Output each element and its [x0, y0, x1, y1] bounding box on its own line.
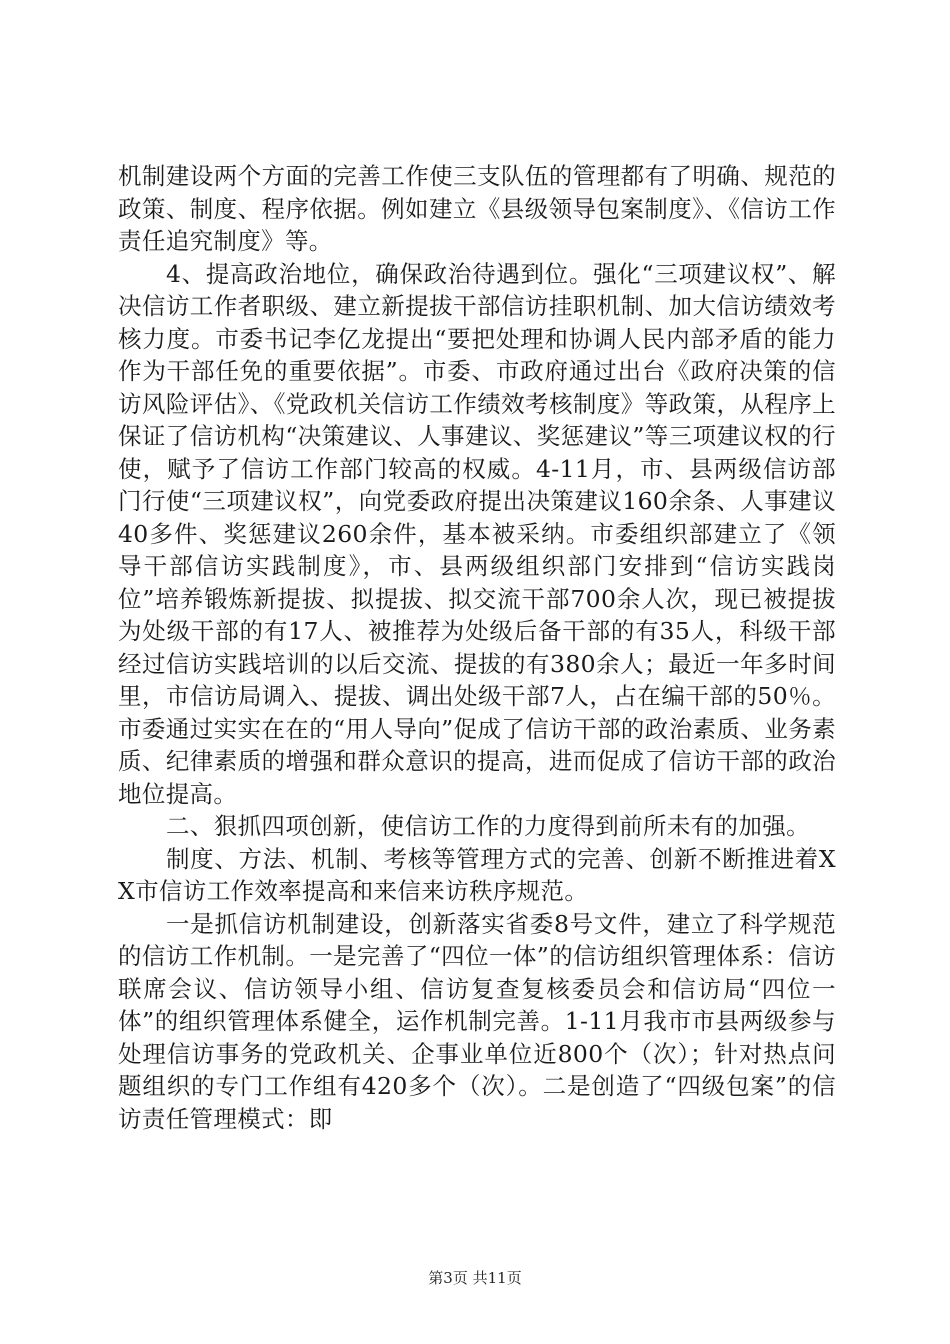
- paragraph-political-status: 4、提高政治地位，确保政治待遇到位。强化“三项建议权”、解决信访工作者职级、建立新提拔干部信访挂职机制、加大信访绩效考核力度。市委书记李亿龙提出“要把处理和协调人民内部矛盾的能力作为干部任免的重要依据”。市委、市政府通过出台《政府决策的信访风险评估》、《党政机关信访工作绩效考核制度》等政策，从程序上保证了信访机构“决策建议、人事建议、奖惩建议”等三项建议权的行使，赋予了信访工作部门较高的权威。4-11月，市、县两级信访部门行使“三项建议权”，向党委政府提出决策建议160余条、人事建议40多件、奖惩建议260余件，基本被采纳。市委组织部建立了《领导干部信访实践制度》，市、县两级组织部门安排到“信访实践岗位”培养锻炼新提拔、拟提拔、拟交流干部700余人次，现已被提拔为处级干部的有17人、被推荐为处级后备干部的有35人，科级干部经过信访实践培训的以后交流、提拔的有380余人；最近一年多时间里，市信访局调入、提拔、调出处级干部7人，占在编干部的50％。市委通过实实在在的“用人导向”促成了信访干部的政治素质、业务素质、纪律素质的增强和群众意识的提高，进而促成了信访干部的政治地位提高。: [118, 259, 836, 808]
- paragraph-continuation: 机制建设两个方面的完善工作使三支队伍的管理都有了明确、规范的政策、制度、程序依据。例如建立《县级领导包案制度》、《信访工作责任追究制度》等。: [118, 162, 836, 255]
- paragraph-section-heading: 二、狠抓四项创新，使信访工作的力度得到前所未有的加强。: [166, 812, 810, 840]
- page-footer: 第3页 共11页: [428, 1269, 522, 1287]
- paragraph-management-innovation: 制度、方法、机制、考核等管理方式的完善、创新不断推进着XX市信访工作效率提高和来信来访秩序规范。: [118, 844, 836, 905]
- document-body: [118, 160, 836, 1135]
- paragraph-mechanism-building: 一是抓信访机制建设，创新落实省委8号文件，建立了科学规范的信访工作机制。一是完善了“四位一体”的信访组织管理体系：信访联席会议、信访领导小组、信访复查复核委员会和信访局“四位一体”的组织管理体系健全，运作机制完善。1-11月我市市县两级参与处理信访事务的党政机关、企事业单位近800个（次）；针对热点问题组织的专门工作组有420多个（次）。二是创造了“四级包案”的信访责任管理模式：即: [118, 909, 836, 1133]
